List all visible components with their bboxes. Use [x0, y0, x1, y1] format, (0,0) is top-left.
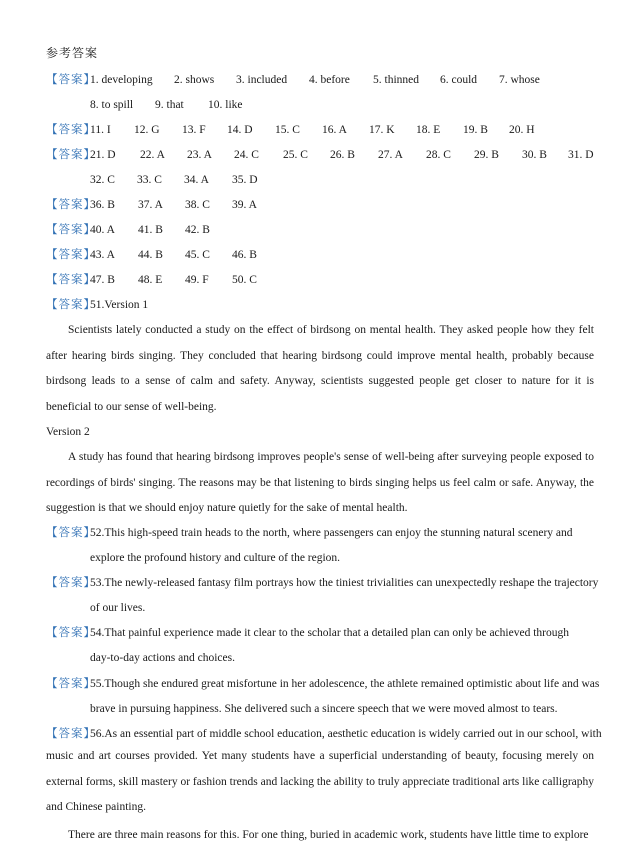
answer-item: 23. A	[187, 149, 212, 161]
answer-item: 34. A	[184, 174, 209, 186]
answer-item: 24. C	[234, 149, 259, 161]
answer-item: 1. developing	[90, 74, 153, 86]
answer-row-21-31	[46, 146, 606, 164]
answer-item: 27. A	[378, 149, 403, 161]
translation-54-line2: day-to-day actions and choices.	[90, 652, 235, 664]
answer-item: 38. C	[185, 199, 210, 211]
answer-row-54	[46, 624, 569, 642]
answer-tag: 【答案】	[46, 124, 96, 136]
answer-row-40-42	[46, 221, 210, 239]
answer-tag: 【答案】	[46, 527, 96, 539]
answer-item: 32. C	[90, 174, 115, 186]
answer-tag: 【答案】	[46, 577, 96, 589]
essay-56-body: music and art courses provided. Yet many students have a superficial understanding of beauty, focusing merely on external forms, skill mastery or fashion trends and lacking the ability to truly appreciate traditional arts like calligraphy and Chinese painting.	[46, 750, 594, 813]
answer-item: 17. K	[369, 124, 395, 136]
answer-row-11-20	[46, 121, 606, 139]
answer-tag: 【答案】	[46, 249, 96, 261]
answer-item: 18. E	[416, 124, 441, 136]
answer-item: 19. B	[463, 124, 488, 136]
answer-item: 8. to spill	[90, 99, 134, 111]
answer-row-1-7	[46, 71, 540, 89]
answer-tag: 【答案】	[46, 199, 96, 211]
answer-row-47-50	[46, 271, 257, 289]
answer-item: 7. whose	[499, 74, 540, 86]
answer-item: 46. B	[232, 249, 257, 261]
page-heading: 参考答案	[46, 46, 99, 60]
answer-item: 47. B	[90, 274, 115, 286]
answer-tag: 【答案】	[46, 728, 96, 740]
answer-item: 35. D	[232, 174, 258, 186]
answer-item: 31. D	[568, 149, 594, 161]
answer-item: 25. C	[283, 149, 308, 161]
answer-row-53	[46, 574, 599, 592]
answer-item: 45. C	[185, 249, 210, 261]
answer-row-55	[46, 675, 600, 693]
answer-item: 15. C	[275, 124, 300, 136]
answer-item: 5. thinned	[373, 74, 419, 86]
answer-row-43-46	[46, 246, 257, 264]
answer-row-56	[46, 725, 602, 743]
answer-row-51	[46, 296, 149, 314]
answer-item: 13. F	[182, 124, 206, 136]
answer-tag: 【答案】	[46, 274, 96, 286]
answer-item: 2. shows	[174, 74, 215, 86]
answer-item: 21. D	[90, 149, 116, 161]
translation-54-line1: 54.That painful experience made it clear to the scholar that a detailed plan can only be achieved through	[90, 627, 569, 639]
answer-item: 40. A	[90, 224, 115, 236]
answer-tag: 【答案】	[46, 74, 96, 86]
answer-item: 29. B	[474, 149, 499, 161]
answer-item: 6. could	[440, 74, 478, 86]
translation-55-line1: 55.Though she endured great misfortune in her adolescence, the athlete remained optimistic about life and was	[90, 678, 600, 690]
answer-item: 50. C	[232, 274, 257, 286]
summary-version-1: Scientists lately conducted a study on the effect of birdsong on mental health. They asked people how they felt after hearing birds singing. They concluded that hearing birdsong could improve mental health, probably because birdsong leads to a sense of calm and safety. Anyway, scientists suggested people get closer to nature for it is beneficial to our sense of well-being.	[46, 324, 594, 413]
answer-tag: 【答案】	[46, 678, 96, 690]
translation-52-line2: explore the profound history and culture of the region.	[90, 552, 341, 564]
answer-item: 42. B	[185, 224, 210, 236]
translation-53-line2: of our lives.	[90, 602, 146, 614]
answer-item: 49. F	[185, 274, 209, 286]
answer-tag: 【答案】	[46, 149, 96, 161]
translation-53-line1: 53.The newly-released fantasy film portrays how the tiniest trivialities can unexpectedly reshape the trajectory	[90, 577, 599, 589]
answer-item: 12. G	[134, 124, 160, 136]
answer-item: 28. C	[426, 149, 451, 161]
answer-item: 4. before	[309, 74, 350, 86]
answer-item: 43. A	[90, 249, 115, 261]
answer-item: 26. B	[330, 149, 355, 161]
translation-55-line2: brave in pursuing happiness. She delivered such a sincere speech that we were moved almost to tears.	[90, 703, 558, 715]
answer-item: 3. included	[236, 74, 288, 86]
translation-52-line1: 52.This high-speed train heads to the north, where passengers can enjoy the stunning natural scenery and	[90, 527, 573, 539]
version1-label: 51.Version 1	[90, 299, 149, 311]
answer-item: 30. B	[522, 149, 547, 161]
answer-tag: 【答案】	[46, 627, 96, 639]
answer-row-36-39	[46, 196, 257, 214]
answer-item: 48. E	[138, 274, 163, 286]
answer-tag: 【答案】	[46, 299, 96, 311]
answer-item: 36. B	[90, 199, 115, 211]
answer-item: 14. D	[227, 124, 253, 136]
essay-56-line1: 56.As an essential part of middle school education, aesthetic education is widely carried out in our school, with	[90, 728, 602, 740]
answer-row-52	[46, 524, 573, 542]
answer-tag: 【答案】	[46, 224, 96, 236]
answer-item: 10. like	[208, 99, 243, 111]
answer-item: 44. B	[138, 249, 163, 261]
answer-item: 20. H	[509, 124, 535, 136]
answer-item: 39. A	[232, 199, 257, 211]
answer-item: 9. that	[155, 99, 184, 111]
summary-version-2: A study has found that hearing birdsong improves people's sense of well-being after surveying people exposed to recordings of birds' singing. The reasons may be that listening to birds singing helps us feel calm or safe. Anyway, the suggestion is that we should enjoy nature quietly for the sake of mental health.	[46, 451, 594, 514]
answer-item: 16. A	[322, 124, 347, 136]
answer-item: 22. A	[140, 149, 165, 161]
answer-item: 11. I	[90, 124, 111, 136]
answer-item: 33. C	[137, 174, 162, 186]
answer-item: 41. B	[138, 224, 163, 236]
essay-56-para2: There are three main reasons for this. For one thing, buried in academic work, students have little time to explore	[68, 829, 589, 841]
answer-item: 37. A	[138, 199, 163, 211]
version2-label: Version 2	[46, 426, 90, 438]
